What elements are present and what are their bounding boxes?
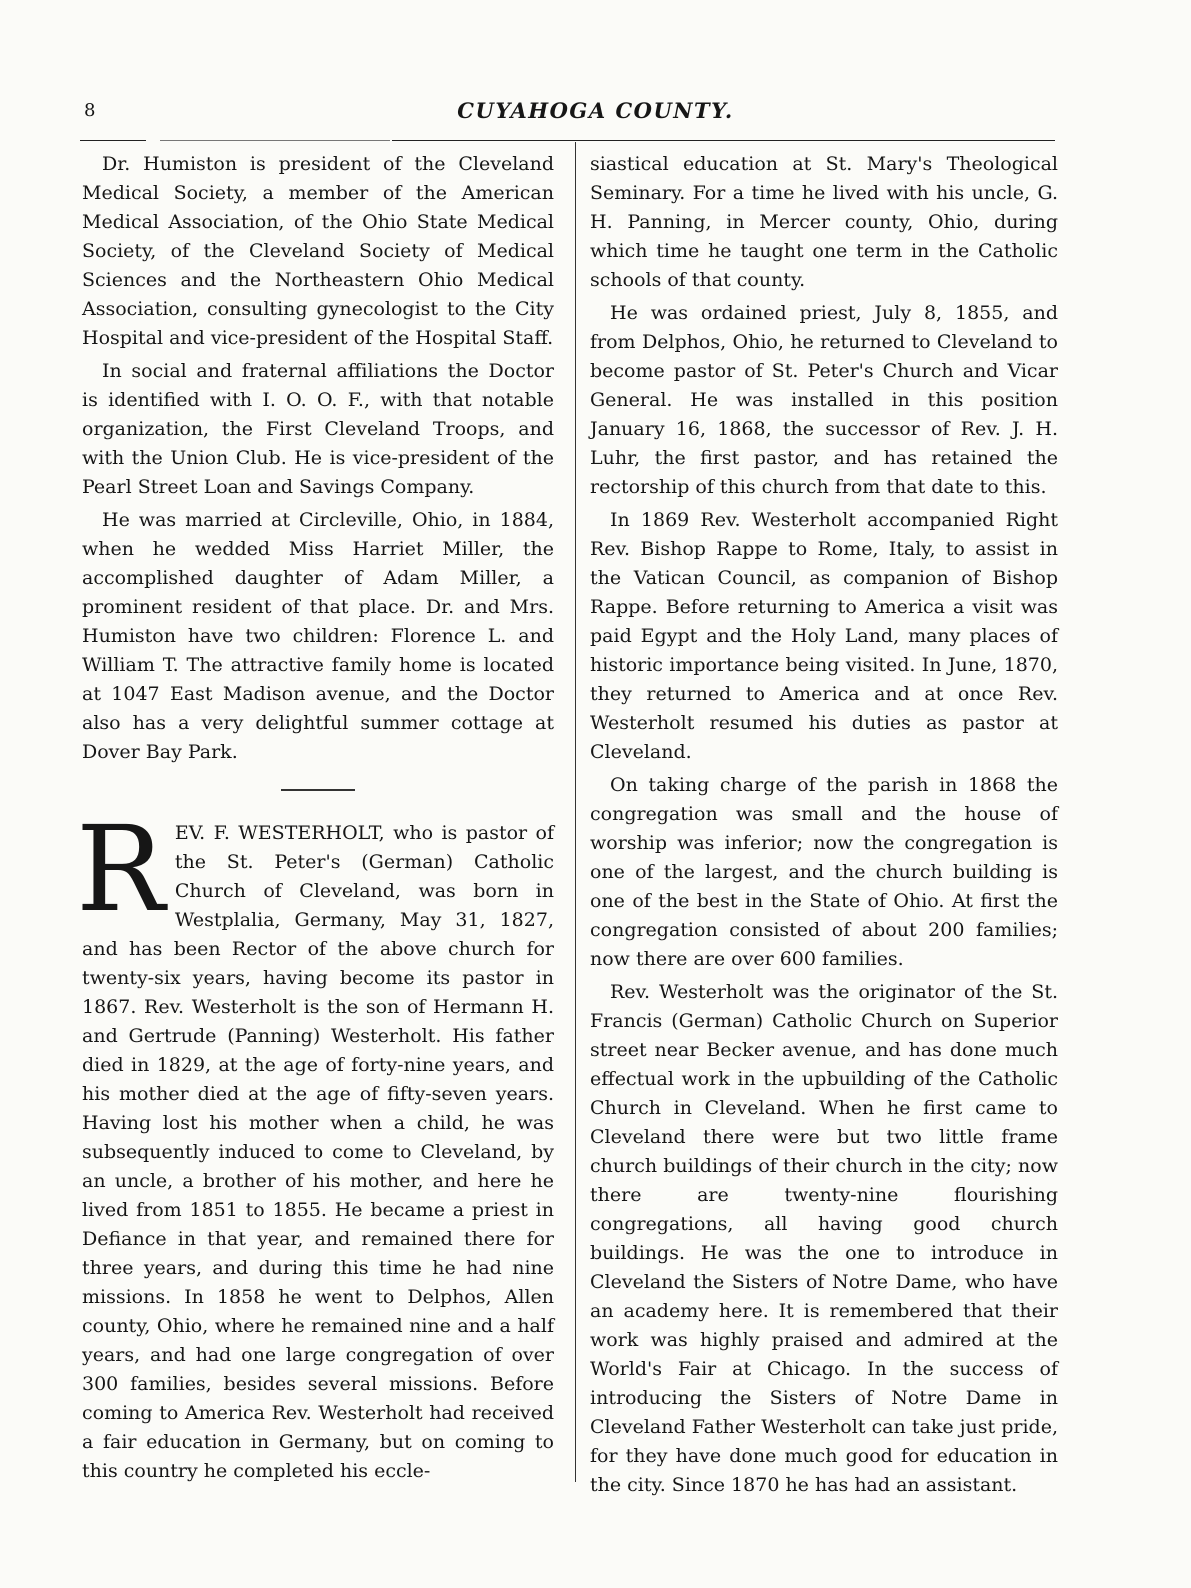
section-divider — [281, 789, 355, 791]
paragraph: siastical education at St. Mary's Theological Seminary. For a time he lived with his uncle, G. H. Panning, in Mercer county, Ohio, during which time he taught one term in the Catholic schools of that county. — [590, 153, 1058, 291]
paragraph: Dr. Humiston is president of the Cleveland Medical Society, a member of the American Medical Association, of the Ohio State Medical Society, of the Cleveland Society of Medical Sciences and the Northeastern Ohio Medical Association, consulting gynecologist to the City Hospital and vice-president of the Hospital Staff. — [82, 153, 554, 349]
header-rule — [80, 140, 146, 141]
left-column — [76, 150, 554, 1490]
paragraph: In 1869 Rev. Westerholt accompanied Right Rev. Bishop Rappe to Rome, Italy, to assist in the Vatican Council, as companion of Bishop Rappe. Before returning to America a visit was paid Egypt and the Holy Land, many places of historic importance being visited. In June, 1870, they returned to America and at once Rev. Westerholt resumed his duties as pastor at Cleveland. — [590, 509, 1058, 763]
paragraph: He was ordained priest, July 8, 1855, and from Delphos, Ohio, he returned to Cleveland to become pastor of St. Peter's Church and Vicar General. He was installed in this position January 16, 1868, the successor of Rev. J. H. Luhr, the first pastor, and has retained the rectorship of this church from that date to this. — [590, 302, 1058, 498]
westerholt-bio-text: EV. F. WESTERHOLT, who is pastor of the St. Peter's (German) Catholic Church of Cleveland, was born in Westplalia, Germany, May 31, 1827, and has been Rector of the above church for twenty-six years, having become its pastor in 1867. Rev. Westerholt is the son of Hermann H. and Gertrude (Panning) Westerholt. His father died in 1829, at the age of forty-nine years, and his mother died at the age of fifty-seven years. Having lost his mother when a child, he was subsequently induced to come to Cleveland, by an uncle, a brother of his mother, and here he lived from 1851 to 1855. He became a priest in Defiance in that year, and remained there for three years, and during this time he had nine missions. In 1858 he went to Delphos, Allen county, Ohio, where he remained nine and a half years, and had one large congregation of over 300 families, besides several missions. Before coming to America Rev. Westerholt had received a fair education in Germany, but on coming to this country he completed his eccle- — [82, 822, 554, 1482]
running-title: CUYAHOGA COUNTY. — [457, 98, 734, 123]
page-header — [0, 96, 1191, 136]
paragraph: In social and fraternal affiliations the Doctor is identified with I. O. O. F., with that notable organization, the First Cleveland Troops, and with the Union Club. He is vice-president of the Pearl Street Loan and Savings Company. — [82, 360, 554, 498]
header-rule — [392, 140, 1055, 141]
column-divider — [575, 142, 576, 1482]
paragraph: Rev. Westerholt was the originator of the St. Francis (German) Catholic Church on Superior street near Becker avenue, and has done much effectual work in the upbuilding of the Catholic Church in Cleveland. When he first came to Cleveland there were but two little frame church buildings of their church in the city; now there are twenty-nine flourishing congregations, all having good church buildings. He was the one to introduce in Cleveland the Sisters of Notre Dame, who have an academy here. It is remembered that their work was highly praised and admired at the World's Fair at Chicago. In the success of introducing the Sisters of Notre Dame in Cleveland Father Westerholt can take just pride, for they have done much good for education in the city. Since 1870 he has had an assistant. — [590, 981, 1058, 1496]
header-rule — [160, 140, 390, 141]
paragraph: He was married at Circleville, Ohio, in 1884, when he wedded Miss Harriet Miller, the accomplished daughter of Adam Miller, a prominent resident of that place. Dr. and Mrs. Humiston have two children: Florence L. and William T. The attractive family home is located at 1047 East Madison avenue, and the Doctor also has a very delightful summer cottage at Dover Bay Park. — [82, 509, 554, 763]
westerholt-bio-paragraph — [76, 800, 554, 1486]
drop-cap: R — [76, 800, 165, 938]
right-column — [590, 150, 1058, 1504]
page-number: 8 — [84, 100, 96, 121]
paragraph: On taking charge of the parish in 1868 the congregation was small and the house of worship was inferior; now the congregation is one of the largest, and the church building is one of the best in the State of Ohio. At first the congregation consisted of about 200 families; now there are over 600 families. — [590, 774, 1058, 970]
